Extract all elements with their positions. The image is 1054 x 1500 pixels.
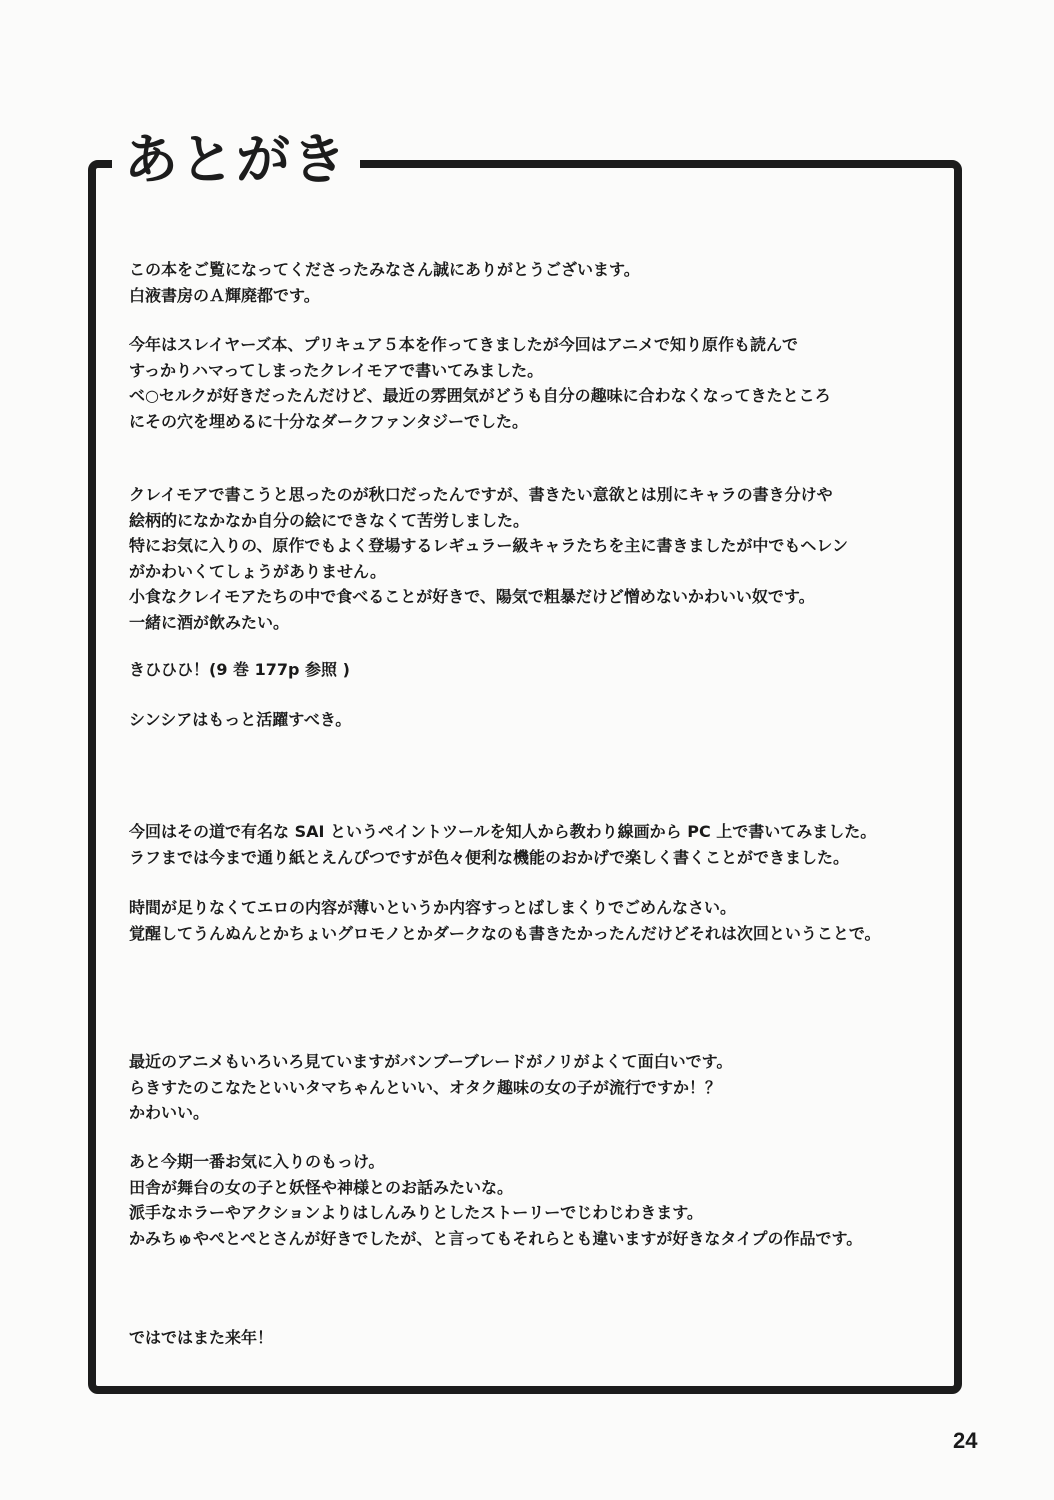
- paragraph: [129, 895, 881, 946]
- text-line: 時間が足りなくてエロの内容が薄いというか内容すっとばしまくりでごめんなさい。: [129, 898, 737, 917]
- text-line: ではではまた来年！: [129, 1328, 274, 1347]
- page-number: 24: [953, 1428, 978, 1453]
- page-title: あとがき: [112, 128, 360, 192]
- paragraph: [129, 657, 350, 683]
- text-line: 絵柄的になかなか自分の絵にできなくて苦労しました。: [129, 510, 530, 530]
- paragraph: [129, 1325, 273, 1351]
- paragraph: [129, 819, 876, 870]
- paragraph: [129, 1149, 862, 1251]
- text-line: シンシアはもっと活躍すべき。: [129, 710, 352, 729]
- paragraph: [129, 1049, 732, 1126]
- text-line: 今回はその道で有名な SAI というペイントツールを知人から教わり線画から PC 上で書いてみました。: [129, 822, 877, 841]
- paragraph: [129, 482, 848, 635]
- text-line: 白液書房のＡ輝廃都です。: [129, 285, 320, 305]
- paragraph: [129, 332, 831, 434]
- text-line: ラフまでは今まで通り紙とえんぴつですが色々便利な機能のおかげで楽しく書くことができました。: [129, 847, 850, 867]
- text-line: 覚醒してうんぬんとかちょいグロモノとかダークなのも書きたかったんだけどそれは次回ということで。: [129, 923, 881, 943]
- text-line: きひひひ！(9 巻 177p 参照 ): [129, 660, 350, 679]
- text-line: かわいい。: [129, 1103, 210, 1122]
- text-line: 一緒に酒が飲みたい。: [129, 612, 290, 632]
- text-line: 最近のアニメもいろいろ見ていますがバンブーブレードがノリがよくて面白いです。: [129, 1052, 733, 1071]
- text-line: 派手なホラーやアクションよりはしんみりとしたストーリーでじわじわきます。: [129, 1203, 703, 1222]
- text-line: クレイモアで書こうと思ったのが秋口だったんですが、書きたい意欲とは別にキャラの書き分けや: [129, 485, 833, 504]
- text-line: あと今期一番お気に入りのもっけ。: [129, 1152, 385, 1171]
- text-line: がかわいくてしょうがありません。: [129, 561, 386, 581]
- text-line: かみちゅやぺとぺとさんが好きでしたが、と言ってもそれらとも違いますが好きなタイプの作品です。: [129, 1228, 863, 1248]
- paragraph: [129, 707, 351, 733]
- text-line: この本をご覧になってくださったみなさん誠にありがとうございます。: [129, 260, 640, 279]
- text-line: 特にお気に入りの、原作でもよく登場するレギュラー級キャラたちを主に書きましたが中でもヘレン: [129, 536, 848, 555]
- text-line: 田舎が舞台の女の子と妖怪や神様とのお話みたいな。: [129, 1177, 514, 1197]
- text-line: すっかりハマってしまったクレイモアで書いてみました。: [129, 360, 544, 380]
- text-line: らきすたのこなたといいタマちゃんといい、オタク趣味の女の子が流行ですか！？: [129, 1077, 722, 1097]
- text-line: 今年はスレイヤーズ本、プリキュア５本を作ってきましたが今回はアニメで知り原作も読んで: [129, 335, 798, 354]
- text-line: ベ○セルクが好きだったんだけど、最近の雰囲気がどうも自分の趣味に合わなくなってきたところ: [129, 386, 831, 405]
- text-line: にその穴を埋めるに十分なダークファンタジーでした。: [129, 411, 529, 431]
- paragraph: [129, 257, 640, 308]
- text-line: 小食なクレイモアたちの中で食べることが好きで、陽気で粗暴だけど憎めないかわいい奴です。: [129, 587, 815, 606]
